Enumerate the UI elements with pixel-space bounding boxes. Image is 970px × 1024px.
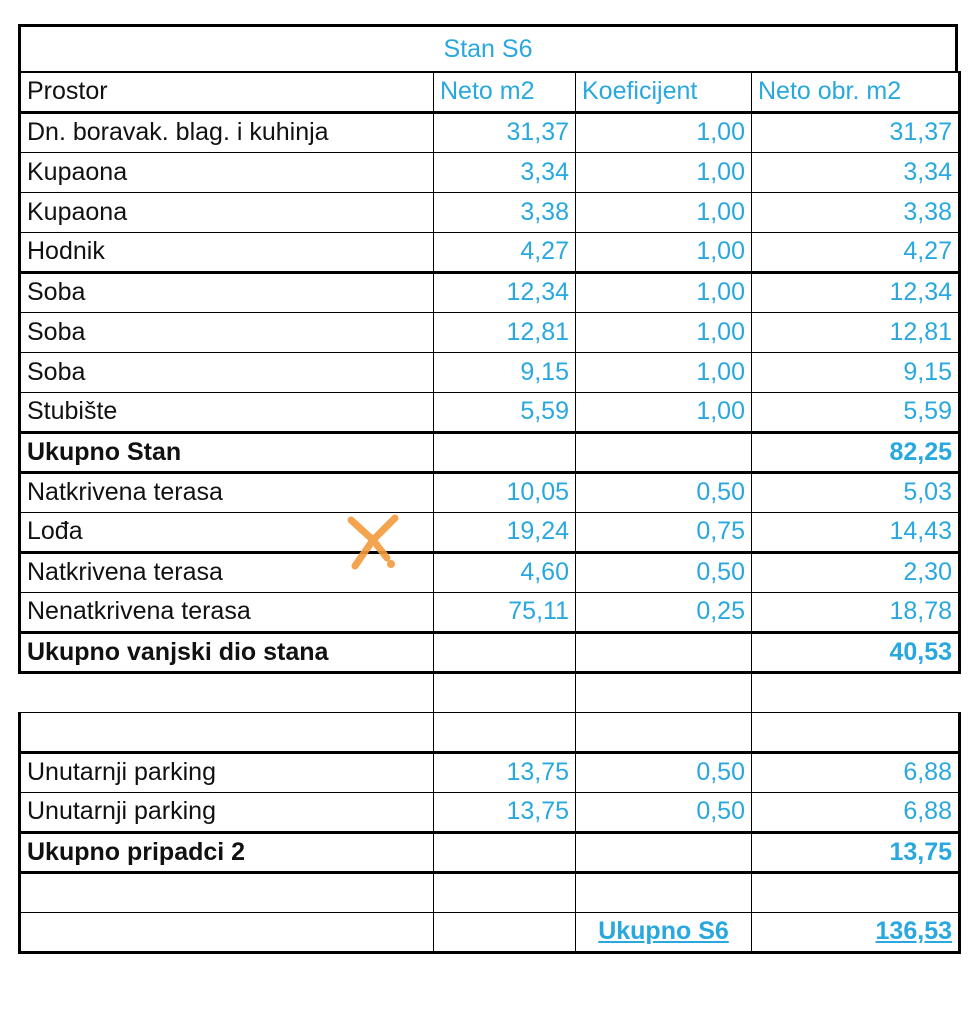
row-koef <box>576 632 752 672</box>
area-table <box>18 71 961 954</box>
row-obr <box>752 672 960 712</box>
row-neto: 5,59 <box>434 392 576 432</box>
row-obr: 12,34 <box>752 272 960 312</box>
row-neto: 4,60 <box>434 552 576 592</box>
total-row-vanjski <box>20 632 960 672</box>
row-neto: 9,15 <box>434 352 576 392</box>
row-koef: 1,00 <box>576 392 752 432</box>
row-neto: 19,24 <box>434 512 576 552</box>
row-koef: 0,75 <box>576 512 752 552</box>
row-obr: 31,37 <box>752 112 960 152</box>
total-value: 82,25 <box>752 432 960 472</box>
row-koef <box>576 672 752 712</box>
row-name: Unutarnji parking <box>20 792 434 832</box>
grand-total-row <box>20 912 960 952</box>
blank-row <box>20 672 960 712</box>
row-obr: 14,43 <box>752 512 960 552</box>
row-neto <box>434 632 576 672</box>
table-title-text: Stan S6 <box>443 34 533 63</box>
grand-total-label: Ukupno S6 <box>576 912 752 952</box>
row-name: Lođa <box>20 512 434 552</box>
total-label: Ukupno Stan <box>20 432 434 472</box>
row-neto: 13,75 <box>434 792 576 832</box>
table-row <box>20 232 960 272</box>
row-koef: 1,00 <box>576 192 752 232</box>
row-name: Natkrivena terasa <box>20 552 434 592</box>
blank-row <box>20 872 960 912</box>
total-label: Ukupno vanjski dio stana <box>20 632 434 672</box>
row-neto <box>434 712 576 752</box>
row-neto <box>434 832 576 872</box>
header-neto-m2: Neto m2 <box>434 72 576 112</box>
row-koef: 1,00 <box>576 312 752 352</box>
header-prostor: Prostor <box>20 72 434 112</box>
row-neto: 31,37 <box>434 112 576 152</box>
row-koef: 0,50 <box>576 752 752 792</box>
table-row <box>20 192 960 232</box>
table-row <box>20 392 960 432</box>
row-obr: 3,34 <box>752 152 960 192</box>
table-row <box>20 792 960 832</box>
row-obr <box>752 712 960 752</box>
row-neto: 10,05 <box>434 472 576 512</box>
row-neto <box>434 872 576 912</box>
row-obr: 6,88 <box>752 792 960 832</box>
total-value: 13,75 <box>752 832 960 872</box>
grand-total-value: 136,53 <box>752 912 960 952</box>
row-obr: 2,30 <box>752 552 960 592</box>
row-name: Soba <box>20 272 434 312</box>
row-koef <box>576 832 752 872</box>
table-title <box>18 24 958 71</box>
row-name: Hodnik <box>20 232 434 272</box>
row-name <box>20 912 434 952</box>
row-obr: 18,78 <box>752 592 960 632</box>
area-table-sheet <box>18 24 958 954</box>
table-row <box>20 552 960 592</box>
row-name <box>20 872 434 912</box>
row-koef: 1,00 <box>576 112 752 152</box>
row-name: Kupaona <box>20 192 434 232</box>
table-row <box>20 272 960 312</box>
row-name: Natkrivena terasa <box>20 472 434 512</box>
row-neto: 75,11 <box>434 592 576 632</box>
blank-row <box>20 712 960 752</box>
row-name: Soba <box>20 312 434 352</box>
row-koef: 1,00 <box>576 352 752 392</box>
row-koef: 1,00 <box>576 272 752 312</box>
row-neto: 12,81 <box>434 312 576 352</box>
table-row <box>20 592 960 632</box>
table-row <box>20 512 960 552</box>
row-name: Kupaona <box>20 152 434 192</box>
table-row <box>20 152 960 192</box>
row-koef: 0,50 <box>576 472 752 512</box>
row-neto <box>434 432 576 472</box>
row-koef: 0,25 <box>576 592 752 632</box>
header-neto-obr-m2: Neto obr. m2 <box>752 72 960 112</box>
watermark-logo-icon <box>343 510 413 580</box>
row-obr: 5,59 <box>752 392 960 432</box>
row-obr: 4,27 <box>752 232 960 272</box>
row-obr: 3,38 <box>752 192 960 232</box>
table-row <box>20 312 960 352</box>
row-koef: 0,50 <box>576 552 752 592</box>
row-obr: 6,88 <box>752 752 960 792</box>
row-name <box>20 712 434 752</box>
row-name: Nenatkrivena terasa <box>20 592 434 632</box>
row-neto: 12,34 <box>434 272 576 312</box>
row-koef: 1,00 <box>576 152 752 192</box>
table-row <box>20 352 960 392</box>
row-name <box>20 672 434 712</box>
row-koef <box>576 872 752 912</box>
row-neto <box>434 672 576 712</box>
header-row <box>20 72 960 112</box>
row-name: Dn. boravak. blag. i kuhinja <box>20 112 434 152</box>
row-koef: 0,50 <box>576 792 752 832</box>
total-row-stan <box>20 432 960 472</box>
row-obr: 12,81 <box>752 312 960 352</box>
row-neto <box>434 912 576 952</box>
row-neto: 4,27 <box>434 232 576 272</box>
row-obr: 9,15 <box>752 352 960 392</box>
table-row <box>20 752 960 792</box>
row-name: Stubište <box>20 392 434 432</box>
row-neto: 3,38 <box>434 192 576 232</box>
row-name: Unutarnji parking <box>20 752 434 792</box>
row-koef: 1,00 <box>576 232 752 272</box>
row-obr <box>752 872 960 912</box>
row-name: Soba <box>20 352 434 392</box>
row-neto: 3,34 <box>434 152 576 192</box>
table-row <box>20 472 960 512</box>
row-obr: 5,03 <box>752 472 960 512</box>
table-row <box>20 112 960 152</box>
total-row-pripadci <box>20 832 960 872</box>
row-koef <box>576 432 752 472</box>
row-koef <box>576 712 752 752</box>
row-neto: 13,75 <box>434 752 576 792</box>
total-label: Ukupno pripadci 2 <box>20 832 434 872</box>
header-koeficijent: Koeficijent <box>576 72 752 112</box>
total-value: 40,53 <box>752 632 960 672</box>
